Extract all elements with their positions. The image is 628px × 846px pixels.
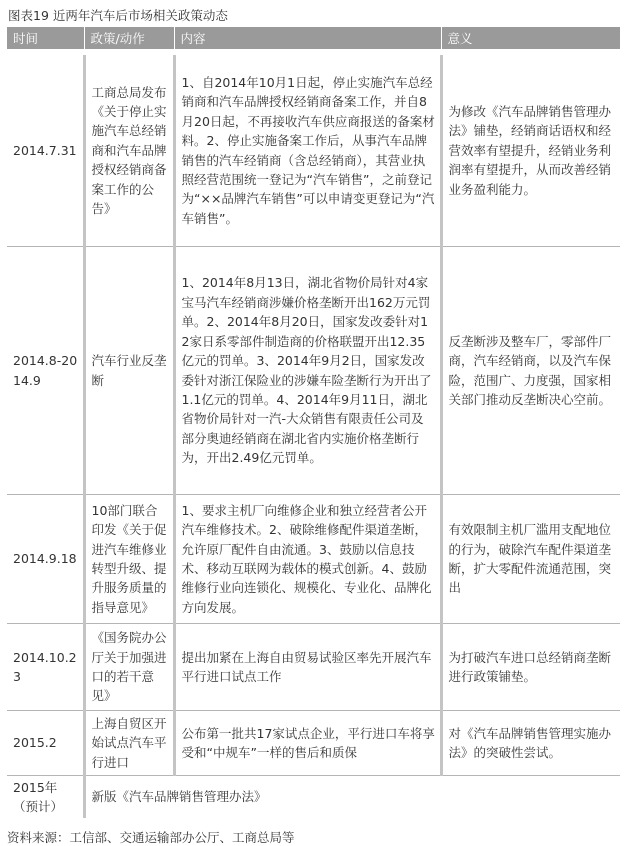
header-meaning: 意义: [441, 27, 620, 49]
source-note: 资料来源：工信部、交通运输部办公厅、工商总局等: [7, 830, 295, 845]
table-row: [7, 624, 620, 711]
table-row: [7, 495, 620, 624]
row-action: 工商总局发布《关于停止实施汽车总经销商和汽车品牌授权经销商备案工作的公告》: [84, 55, 174, 247]
row-content: 1、要求主机厂向维修企业和独立经营者公开汽车维修技术。2、破除维修配件渠道垄断，允许原厂配件自由流通。3、鼓励以信息技术、移动互联网为载体的模式创新。4、鼓励维修行业向连锁化、规模化、专业化、品牌化方向发展。: [174, 495, 441, 624]
row-content: 公布第一批共17家试点企业，平行进口车将享受和“中规车”一样的售后和质保: [174, 711, 441, 776]
header-content: 内容: [174, 27, 441, 49]
row-time: 2015.2: [7, 711, 84, 776]
header-time: 时间: [7, 27, 84, 49]
table-row: [7, 776, 620, 819]
row-meaning: 为修改《汽车品牌销售管理办法》铺垫，经销商话语权和经营效率有望提升，经销业务利润率有望提升，从而改善经销业务盈利能力。: [441, 55, 620, 247]
figure-title: 图表19 近两年汽车后市场相关政策动态: [8, 8, 228, 23]
row-time: 2014.8-2014.9: [7, 247, 84, 495]
row-time: 2014.7.31: [7, 55, 84, 247]
row-content: 1、自2014年10月1日起，停止实施汽车总经销商和汽车品牌授权经销商备案工作，并自8月20日起，不再接收汽车供应商报送的备案材料。2、停止实施备案工作后，从事汽车品牌销售的汽车经销商（含总经销商），其营业执照经营范围统一登记为“汽车销售”，之前登记为“××品牌汽车销售”可以申请变更登记为“汽车销售”。: [174, 55, 441, 247]
row-action: 10部门联合印发《关于促进汽车维修业转型升级、提升服务质量的指导意见》: [84, 495, 174, 624]
row-content: 1、2014年8月13日，湖北省物价局针对4家宝马汽车经销商涉嫌价格垄断开出162万元罚单。2、2014年8月20日，国家发改委针对12家日系零部件制造商的价格联盟开出12.35亿元的罚单。3、2014年9月2日，国家发改委针对浙江保险业的涉嫌车险垄断行为开出了1.1亿元的罚单。4、2014年9月11日，湖北省物价局针对一汽-大众销售有限责任公司及部分奥迪经销商在湖北省内实施价格垄断行为，开出2.49亿元罚单。: [174, 247, 441, 495]
policy-table: [7, 27, 621, 818]
row-meaning: 有效限制主机厂滥用支配地位的行为，破除汽车配件渠道垄断，扩大零配件流通范围，突出: [441, 495, 620, 624]
row-action: 新版《汽车品牌销售管理办法》: [84, 776, 620, 819]
header-action: 政策/动作: [84, 27, 174, 49]
row-time: 2014.10.23: [7, 624, 84, 711]
row-meaning: 为打破汽车进口总经销商垄断进行政策铺垫。: [441, 624, 620, 711]
table-row: [7, 247, 620, 495]
row-time: 2015年（预计）: [13, 779, 64, 814]
row-action: 《国务院办公厅关于加强进口的若干意见》: [84, 624, 174, 711]
table-row: [7, 711, 620, 776]
row-time: 2014.9.18: [7, 495, 84, 624]
row-action: 上海自贸区开始试点汽车平行进口: [84, 711, 174, 776]
row-content: 提出加紧在上海自由贸易试验区率先开展汽车平行进口试点工作: [174, 624, 441, 711]
row-meaning: 反垄断涉及整车厂，零部件厂商，汽车经销商，以及汽车保险，范围广、力度强，国家相关部门推动反垄断决心空前。: [441, 247, 620, 495]
table-header-row: [7, 27, 620, 49]
row-action: 汽车行业反垄断: [84, 247, 174, 495]
table-row: [7, 55, 620, 247]
row-meaning: 对《汽车品牌销售管理实施办法》的突破性尝试。: [441, 711, 620, 776]
